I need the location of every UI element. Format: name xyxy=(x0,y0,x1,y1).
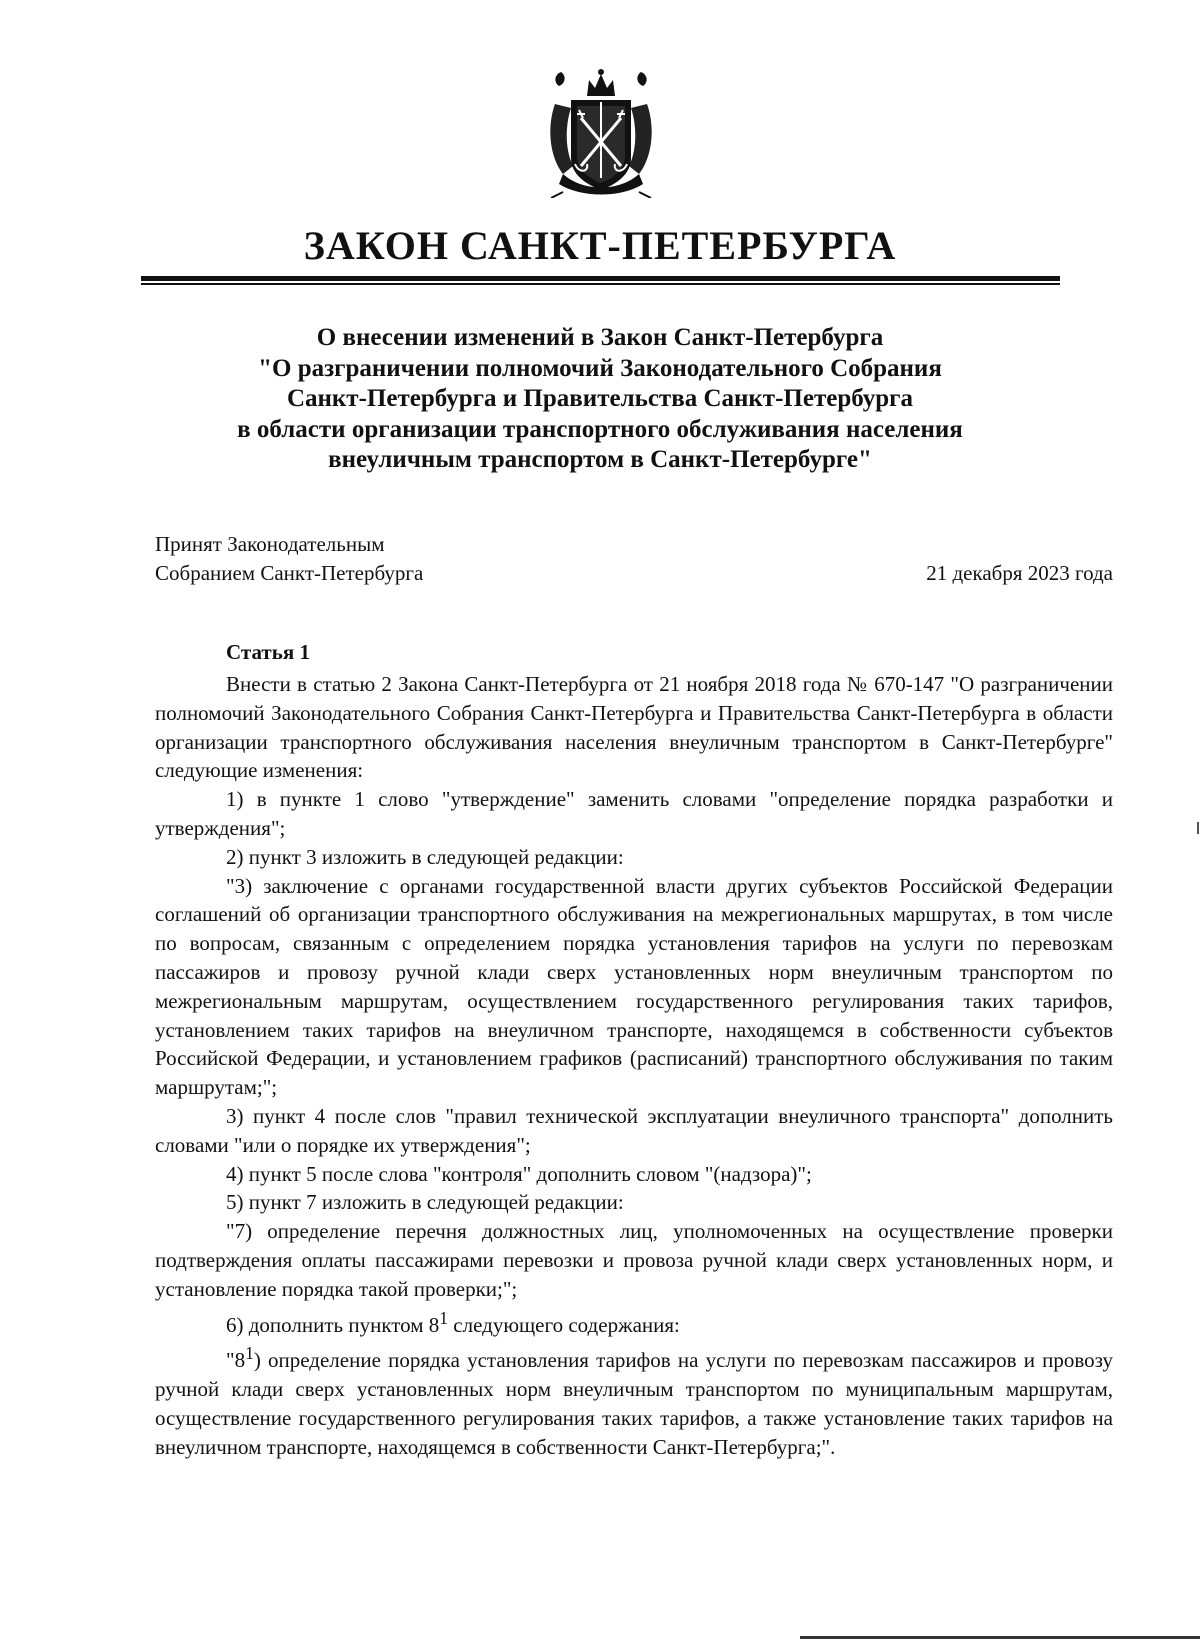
subject-line: О внесении изменений в Закон Санкт-Петербурга xyxy=(316,324,884,351)
article-body xyxy=(155,670,1113,1462)
amendment-3: 3) пункт 4 после слов "правил технической эксплуатации внеуличного транспорта" дополнить словами "или о порядке их утверждения"; xyxy=(155,1103,1113,1157)
amendment-6 xyxy=(155,1304,1113,1340)
superscript: 1 xyxy=(245,1343,254,1364)
amendment-6-before: 6) дополнить пунктом 8 xyxy=(226,1312,440,1337)
amendment-6-open: "8 xyxy=(226,1348,246,1373)
adoption-info xyxy=(155,530,423,588)
superscript: 1 xyxy=(439,1307,449,1328)
amendment-5-text: "7) определение перечня должностных лиц, уполномоченных на осуществление проверки подтверждения оплаты пассажирами перевозки и провоза ручной клади сверх установленных норм, и установление порядка такой проверки;"; xyxy=(155,1219,1113,1301)
subject-line: Санкт-Петербурга и Правительства Санкт-Петербурга xyxy=(286,385,914,412)
amendment-6-body: ) определение порядка установления тарифов на услуги по перевозкам пассажиров и провозу ручной клади сверх установленных норм внеуличным транспортом по муниципальным маршрутам, осуществление государственного регулирования таких тарифов, а также установление таких тарифов на внеуличном транспорте, находящемся в собственности Санкт-Петербурга;". xyxy=(155,1348,1113,1459)
adopted-by-line1: Принят Законодательным xyxy=(155,532,385,556)
adopted-by-line2: Собранием Санкт-Петербурга xyxy=(155,561,424,585)
law-subject xyxy=(150,323,1050,476)
article-intro: Внести в статью 2 Закона Санкт-Петербурга от 21 ноября 2018 года № 670-147 "О разграничении полномочий Законодательного Собрания Санкт-Петербурга и Правительства Санкт-Петербурга в области организации транспортного обслуживания населения внеуличным транспортом в Санкт-Петербурге" следующие изменения: xyxy=(155,672,1113,783)
amendment-2: 2) пункт 3 изложить в следующей редакции: xyxy=(226,844,624,869)
scan-mark xyxy=(1197,822,1199,834)
law-title: ЗАКОН САНКТ-ПЕТЕРБУРГА xyxy=(303,223,897,268)
amendment-6-after: следующего содержания: xyxy=(448,1312,680,1337)
amendment-2-text: "3) заключение с органами государственной власти других субъектов Российской Федерации соглашений об организации транспортного обслуживания на межрегиональных маршрутах, в том числе по вопросам, связанным с определением порядка установления тарифов на услуги по перевозкам пассажиров и провозу ручной клади сверх установленных норм внеуличным транспортом по межрегиональным маршрутам, осуществлением государственного регулирования таких тарифов, установлением таких тарифов на внеуличном транспорте, находящемся в собственности субъектов Российской Федерации, и установлением графиков (расписаний) транспортного обслуживания по таким маршрутам;"; xyxy=(155,873,1113,1100)
title-divider xyxy=(141,276,1060,281)
coat-of-arms-icon xyxy=(543,66,659,198)
subject-line: "О разграничении полномочий Законодательного Собрания xyxy=(258,354,942,382)
adoption-date: 21 декабря 2023 года xyxy=(926,561,1113,585)
subject-line: в области организации транспортного обслуживания населения xyxy=(237,415,963,443)
amendment-4: 4) пункт 5 после слова "контроля" дополнить словом "(надзора)"; xyxy=(226,1161,812,1186)
scan-edge xyxy=(800,1636,1200,1639)
amendment-5: 5) пункт 7 изложить в следующей редакции: xyxy=(226,1190,624,1215)
amendment-1: 1) в пункте 1 слово "утверждение" заменить словами "определение порядка разработки и утверждения"; xyxy=(155,787,1113,840)
article-title: Статья 1 xyxy=(226,640,310,664)
amendment-6-text xyxy=(155,1339,1113,1461)
subject-line: внеуличным транспортом в Санкт-Петербурге" xyxy=(328,446,872,473)
title-divider-thin xyxy=(141,283,1060,285)
